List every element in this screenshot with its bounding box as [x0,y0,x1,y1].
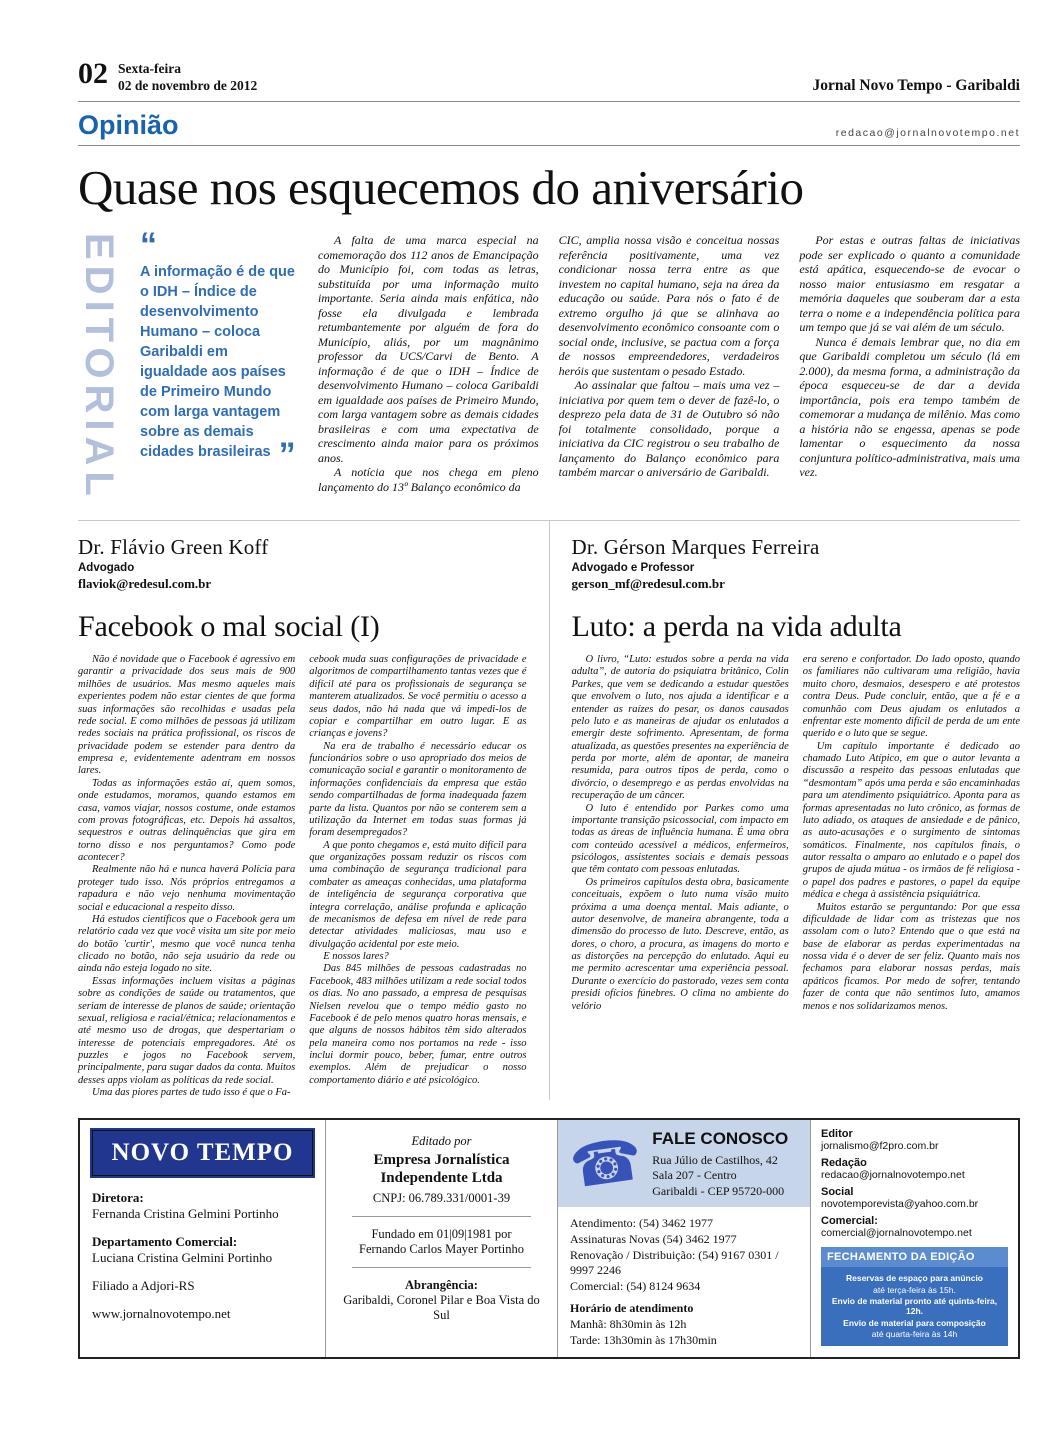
cnpj: CNPJ: 06.789.331/0001-39 [372,1190,511,1205]
paragraph: Muitos estarão se perguntando: Por que essa dificuldade de lidar com as tristezas que nos assolam com o luto? Entendo que o que está na base de elaborar as perdas experimentadas na nossa vida é o dever de ser feliz. Quanto mais nos fechamos para elaborar nossas perdas, mais apáticos ficamos. Por medo de sofrer, tentando fazer de conta que não sentimos luto, amamos menos e nos solidarizamos menos. [802,901,1020,1012]
edition-date: 02 de novembro de 2012 [118,77,258,93]
section-email: redacao@jornalnovotempo.net [835,126,1020,139]
social-label: Social [821,1185,854,1198]
article-title: Luto: a perda na vida adulta [571,610,902,644]
address-line-2: Sala 207 - Centro [652,1168,737,1183]
paragraph: A falta de uma marca especial na comemoração dos 112 anos de Emancipação do Município foi, com todas as letras, substituída por uma informação muito importante. Seria ainda mais enfática, não fosse ela divulgada e lembrada retumbantemente por alguém de fora do Município, aliás, por um magnânimo professor da UCS/Carvi de Bento. A informação é de que o IDH – Índice de desenvolvimento Humano – coloca Garibaldi em igualdade aos países de Primeiro Mundo, com larga vantagem sobre as demais cidades brasileiras e com uma expectativa de crescimento ainda maior para os próximos anos. [318,233,539,465]
affiliation: Filiado a Adjori-RS [92,1277,195,1293]
paragraph: Ao assinalar que faltou – mais uma vez – iniciativa por quem tem o dever de fazê-lo, o desprezo pela data de 31 de Outubro só não foi totalmente consolidado, porque a iniciativa da CIC registrou o seu trabalho de lançamento do Balanço econômico para também marcar o aniversário de Garibaldi. [558,378,780,480]
commercial-email: comercial@jornalnovotempo.net [821,1226,972,1239]
edition-closing-box [821,1247,1008,1346]
paragraph: Há estudos científicos que o Facebook gera um relatório cada vez que você visita um site por meio do botão 'curtir', mesmo que você nunca tenha clicado no botão, não seja usuário da rede ou ainda não esteja logado no site. [78,913,296,975]
newsroom-email: redacao@jornalnovotempo.net [821,1168,965,1181]
editor-email: jornalismo@f2pro.com.br [821,1139,939,1152]
paragraph: Das 845 milhões de pessoas cadastradas no Facebook, 483 milhões utilizam a rede social todos os dias. No ano passado, a empresa de pesquisas Nielsen revelou que o tempo médio gasto no Facebook é de pelo menos quatro horas mensais, e que alguns de nossos hábitos têm sido alterados pela maneira como nos portamos na rede - isso inclui dormir pouco, beber, fumar, entre outros exemplos. Além de prejudicar o nosso comportamento diário e até psicológico. [309,963,527,1086]
page-info [78,57,258,95]
commercial-dept-label: Departamento Comercial: [92,1233,238,1249]
paragraph: Um capítulo importante é dedicado ao chamado Luto Atípico, em que o autor levanta a discussão a respeito das pessoas enlutadas que “desmontam” após uma perda e são encaminhadas para um atendimento psiquiátrico. Aponta para as formas apresentadas no luto crônico, as formas de luto adiado, os ataques de ansiedade e de pânico, as auto-acusações e o surgimento de sintomas somáticos. Finalmente, nos capítulos finais, o autor ressalta o amparo ao enlutado e o papel dos grupos de ajuda mútua - os irmãos de fé religiosa - o papel dos padres e pastores, o papel da equipe médica e chega à assistência psiquiátrica. [802,740,1020,901]
paragraph: Essas informações incluem visitas a páginas sobre as condições de saúde ou tratamentos, que seriam de interesse de planos de saúde; orientação sexual, religiosa e racial/étnica; relacionamentos e até mesmo uso de drogas, que despertariam o interesse de potenciais empregadores. Até os puzzles e jogos no Facebook servem, principalmente, para sugar dados da conta. Muitos desses apps violam as políticas da rede social. [78,975,296,1086]
author-role: Advogado [78,562,135,575]
paragraph: Manhã: 8h30min às 12h [570,1317,687,1332]
section-title: Opinião [78,109,179,140]
edited-by-label: Editado por [411,1133,472,1148]
paragraph: O luto é entendido por Parkes como uma importante transição psicossocial, com impacto em todas as áreas de influência humana. É uma obra com conteúdo acessível a médicos, enfermeiros, psicólogos, assistentes sociais e demais pessoas que têm contato com pessoas enlutadas. [571,802,789,876]
pull-quote-text: A informação é de que o IDH – Índice de desenvolvimento Humano – coloca Garibaldi em igualdade aos países de Primeiro Mundo com larga vantagem sobre as demais cidades brasileiras [140,263,295,460]
paragraph: Todas as informações estão aí, quem somos, onde estudamos, moramos, quando estamos em casa, vamos viajar, nossos costume, onde estamos com provas fotográficas, etc. Depois há assaltos, sequestros e outras delinquências que gira em torno disso e nos perguntamos? Como pode acontecer? [78,777,296,864]
paragraph: até terça-feira às 15h. [873,1284,956,1295]
author-block [572,535,1021,592]
paragraph: cebook muda suas configurações de privacidade e algoritmos de compartilhamento tantas vezes que é difícil até para os profissionais de segurança se manterem atualizados. Se você permitiu o acesso a seus dados, não há nada que vá impedi-los de copiar e compartilhar em outro lugar. E as crianças e jovens? [309,654,527,740]
divider [352,1216,531,1217]
website-url: www.jornalnovotempo.net [92,1305,231,1321]
paragraph: Assinaturas Novas (54) 3462 1977 [570,1232,737,1247]
paragraph: Uma das piores partes de tudo isso é que o Fa- [92,1087,291,1099]
director-name: Fernanda Cristina Gelmini Portinho [92,1205,279,1221]
paragraph: Realmente não há e nunca haverá Polícia para proteger tudo isso. Nós próprios entregamos a rapadura e não vejo nenhuma movimentação social e educacional a respeito disso. [78,864,296,913]
footer-contact-column [557,1120,810,1358]
newsroom-contact [821,1157,1008,1181]
paragraph: Atendimento: (54) 3462 1977 [570,1216,713,1231]
paragraph: O livro, “Luto: estudos sobre a perda na vida adulta”, de autoria do psiquiatra britânico, Colin Parkes, que vem se dedicando a estudar questões que envolvem o luto, nos ajuda a identificar e a entender as raízes do pesar, os danos causados pelo luto e as maneiras de ajudar os enlutados a emergir deste sofrimento. Apresentam, de forma atualizada, as questões presentes na experiência de perda por morte, além de apontar, de maneira resumida, para outros tipos de perda, como o divórcio, o desemprego e as perdas envolvidas na recuperação de um câncer. [571,654,789,802]
editorial-section [78,227,1020,520]
commercial-dept-group [92,1234,313,1266]
hours-title: Horário de atendimento [570,1301,694,1316]
paragraph: E nossos lares? [323,951,389,963]
founded-line-1: Fundado em 01|09|1981 por [371,1226,512,1241]
paragraph: Nunca é demais lembrar que, no dia em que Garibaldi completou um século (lá em 2.000), da mesma forma, a administração da época esqueceu-se de dar a devida importância, pois era tempo também de comemorar a mudança de milênio. Mas como a história não se engessa, apenas se pode lamentar o esquecimento da nossa conjuntura político-administrativa, mais uma vez. [799,334,1021,480]
article-columns [78,654,527,1100]
newsroom-label: Redação [821,1156,867,1169]
telephone-icon: ☎ [565,1124,647,1203]
novo-tempo-logo: NOVO TEMPO [92,1130,313,1176]
paragraph: A notícia que nos chega em pleno lançamento do 13º Balanço econômico da [318,465,539,494]
author-name: Dr. Gérson Marques Ferreira [571,535,820,560]
footer-emails-column [810,1120,1018,1358]
paragraph: A que ponto chegamos e, está muito difícil para que organizações possam reduzir os riscos com uma combinação de segurança tradicional para combater as ameaças conhecidas, uma plataforma de inteligência de segurança corporativa que integra correlação, análise profunda e aplicação de mecanismos de defesa em nível de rede para detectar atividades maliciosas, mau uso e divulgação acidental por este meio. [309,839,527,950]
address-line-3: Garibaldi - CEP 95720-000 [652,1183,785,1198]
editorial-label-wrap [78,233,120,502]
editorial-vertical-label: EDITORIAL [77,233,121,503]
paragraph: Na era de trabalho é necessário educar os funcionários sobre o uso apropriado dos meios de comunicação social e garantir o monitoramento de informações confidenciais da empresa que estão sendo compartilhadas de forma inadequada fazem parte da lista. Quantos por não se conterem sem a utilização da Internet em todas suas formas já foram desempregados? [309,740,527,839]
address-line-1: Rua Júlio de Castilhos, 42 [652,1152,778,1167]
date-block [118,60,257,95]
author-block [78,535,527,592]
paragraph: Renovação / Distribuição: (54) 9167 0301 / 9997 2246 [570,1248,779,1278]
paragraph: Envio de material pronto até quinta-feira, 12h. [831,1296,998,1317]
paragraph: CIC, amplia nossa visão e conceitua nossas referência positivamente, uma vez condicionar nossa terra entre as que investem no capital humano, seja na área da educação ou saúde. Para nós o fato é de extremo orgulho já que se alinhava ao desenvolvimento econômico consoante com o social onde, inclusive, se pactua com a força de nossos empreendedores, verdadeiros heróis que sustentam o pesado Estado. [558,233,780,378]
editorial-column-1 [318,233,539,502]
coverage-area: Garibaldi, Coronel Pilar e Boa Vista do Sul [343,1292,540,1322]
article-column-2 [309,654,526,1100]
article-luto [549,521,1021,1100]
author-email: gerson_mf@redesul.com.br [571,576,725,592]
article-columns [572,654,1021,1013]
section-bar [78,109,1020,146]
paragraph: Comercial: (54) 8124 9634 [570,1279,701,1294]
expediente-footer [78,1118,1020,1360]
divider [352,1267,531,1268]
paragraph: Por estas e outras faltas de iniciativas pode ser explicado o quanto a comunidade está apática, esquecendo-se de evocar o nosso maior entusiasmo em resgatar a memória daqueles que souberam dar a esta terra o nome e a independência política para um tempo que já se vai além de um século. [799,233,1021,335]
hours-lines [570,1317,798,1348]
closing-title: FECHAMENTO DA EDIÇÃO [821,1247,1008,1267]
social-contact [821,1186,1008,1210]
masthead-row [78,57,1020,102]
author-role: Advogado e Professor [571,562,695,575]
article-column-2 [803,654,1020,1013]
footer-publisher-column [325,1120,557,1358]
editor-label: Editor [821,1127,853,1140]
footer-staff-column [80,1120,325,1358]
editor-contact [821,1128,1008,1152]
weekday: Sexta-feira [118,61,181,76]
article-column-1 [572,654,789,1013]
opening-hours [558,1297,810,1357]
paragraph: era sereno e confortador. Do lado oposto, quando os familiares não cultivaram uma religião, havia muito choro, desmaios, desespero e até protestos contra Deus. Pude concluir, então, que a fé e a comunhão com Deus ajudam os enlutados a enfrentar este momento difícil de perda de um ente querido e o luto que se segue. [802,654,1020,740]
director-label: Diretora: [92,1189,144,1205]
editorial-pull-quote [140,226,298,502]
close-quote-icon: ” [278,435,296,474]
article-column-1 [78,654,295,1100]
paragraph: Não é novidade que o Facebook é agressivo em garantir a privacidade dos seus mais de 900 milhões de usuários. Mas mesmo aqueles mais experientes podem não estar cientes de que forma suas informações são recolhidas e usadas pela rede social. E como milhões de pessoas já utilizam redes sociais na prática profissional, os riscos de privacidade podem se estender para dentro da empresa e, evidentemente adentram em nossos lares. [78,654,296,777]
publisher-name: Empresa Jornalística Independente Ltda [373,1151,510,1186]
director-group [92,1190,313,1222]
article-title: Facebook o mal social (I) [78,610,380,644]
phone-list [558,1207,810,1297]
article-facebook [78,521,549,1100]
page-number: 02 [78,57,108,90]
main-headline: Quase nos esquecemos do aniversário [78,159,804,215]
author-email: flaviok@redesul.com.br [78,576,212,592]
commercial-label: Comercial: [821,1214,878,1227]
paragraph: Reservas de espaço para anúncio [845,1273,983,1284]
open-quote-icon: “ [140,226,157,265]
social-email: novotemporevista@yahoo.com.br [821,1197,979,1210]
paragraph: Envio de material para composição [843,1317,986,1328]
closing-deadlines [821,1267,1008,1346]
coverage-label: Abrangência: [405,1277,478,1292]
commercial-dept-name: Luciana Cristina Gelmini Portinho [92,1249,273,1265]
founded-line-2: Fernando Carlos Mayer Portinho [359,1241,524,1256]
editorial-column-3 [799,233,1020,502]
paragraph: Tarde: 13h30min às 17h30min [570,1333,717,1348]
paragraph: até quarta-feira às 14h [871,1329,958,1340]
commercial-contact [821,1215,1008,1239]
contact-header [558,1120,810,1208]
author-name: Dr. Flávio Green Koff [78,535,269,560]
paragraph: Os primeiros capítulos desta obra, basicamente conceituais, expõem o luto numa visão muito próxima a uma doença mental. Mais adiante, o autor desenvolve, de maneira abrangente, toda a dimensão do processo de luto. Descreve, então, as dores, o choro, a procura, as imagens do morto e as distorções na percepção do enlutado. Aqui eu me permito acrescentar uma experiência pessoal. Durante o exercício do pastorado, vezes sem conta presidi ofícios fúnebres. O clima no ambiente do velório [571,876,789,1012]
contact-title: FALE CONOSCO [652,1128,789,1148]
editorial-column-2 [559,233,780,502]
opinion-articles [78,520,1020,1100]
newspaper-name: Jornal Novo Tempo - Garibaldi [812,76,1020,94]
contact-address [652,1128,788,1200]
